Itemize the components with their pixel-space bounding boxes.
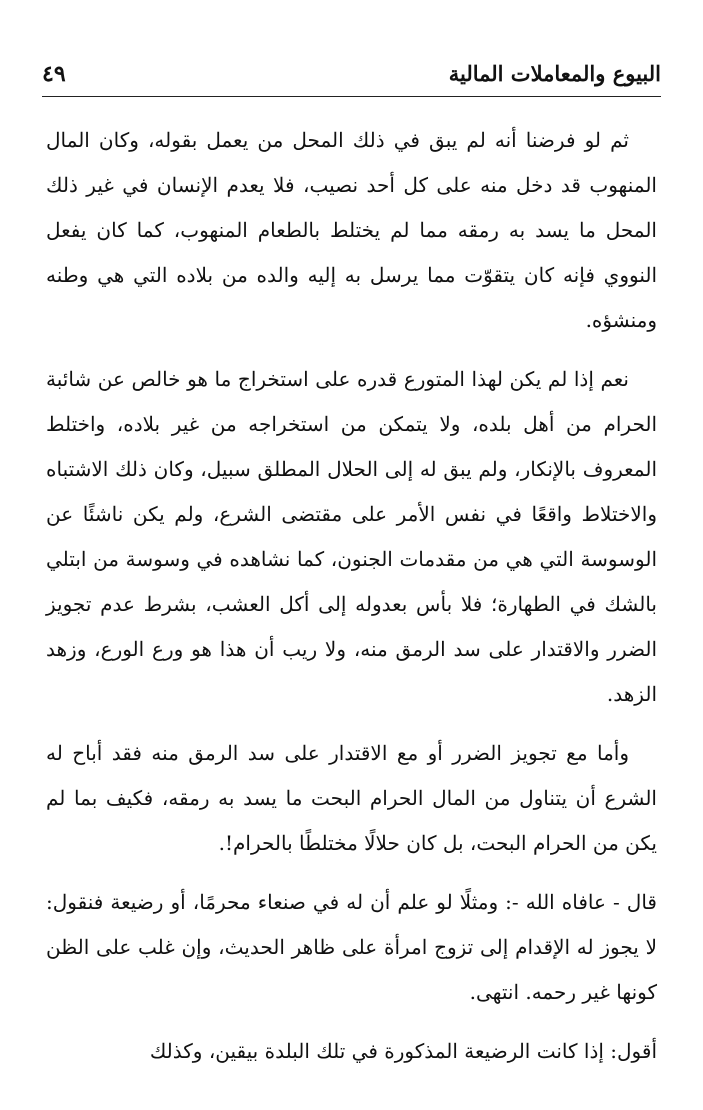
running-title: البيوع والمعاملات المالية xyxy=(448,61,661,86)
paragraph-3: وأما مع تجويز الضرر أو مع الاقتدار على سد الرمق منه فقد أباح له الشرع أن يتناول من المال الحرام البحت ما يسد به رمقه، فكيف بما لم يكن من الحرام البحت، بل كان حلالًا مختلطًا بالحرام!. xyxy=(46,741,657,855)
page-header xyxy=(42,60,661,94)
page-number: ٤٩ xyxy=(42,61,66,87)
header-divider xyxy=(42,96,661,97)
paragraph-2: نعم إذا لم يكن لهذا المتورع قدره على استخراج ما هو خالص عن شائبة الحرام من أهل بلده، ولا يتمكن من استخراجه من غير بلاده، واختلط المعروف بالإنكار، ولم يبق له إلى الحلال المطلق سبيل، وكان ذلك الاشتباه والاختلاط واقعًا في نفس الأمر على مقتضى الشرع، ولم يكن ناشئًا عن الوسوسة التي هي من مقدمات الجنون، كما نشاهده في وسوسة من ابتلي بالشك في الطهارة؛ فلا بأس بعدوله إلى أكل العشب، بشرط عدم تجويز الضرر والاقتدار على سد الرمق منه، ولا ريب أن هذا هو ورع الورع، وزهد الزهد. xyxy=(46,367,657,706)
body-text xyxy=(46,118,657,1088)
paragraph-1: ثم لو فرضنا أنه لم يبق في ذلك المحل من يعمل بقوله، وكان المال المنهوب قد دخل منه على كل أحد نصيب، فلا يعدم الإنسان في غير ذلك المحل ما يسد به رمقه مما لم يختلط بالطعام المنهوب، كما كان يفعل النووي فإنه كان يتقوّت مما يرسل به إليه والده من بلاده التي هي وطنه ومنشؤه. xyxy=(46,128,657,332)
paragraph-4: قال - عافاه الله -: ومثلًا لو علم أن له في صنعاء محرمًا، أو رضيعة فنقول: لا يجوز له الإقدام إلى تزوج امرأة على ظاهر الحديث، وإن غلب على الظن كونها غير رحمه. انتهى. xyxy=(46,890,657,1004)
paragraph-5: أقول: إذا كانت الرضيعة المذكورة في تلك البلدة بيقين، وكذلك xyxy=(149,1039,657,1063)
